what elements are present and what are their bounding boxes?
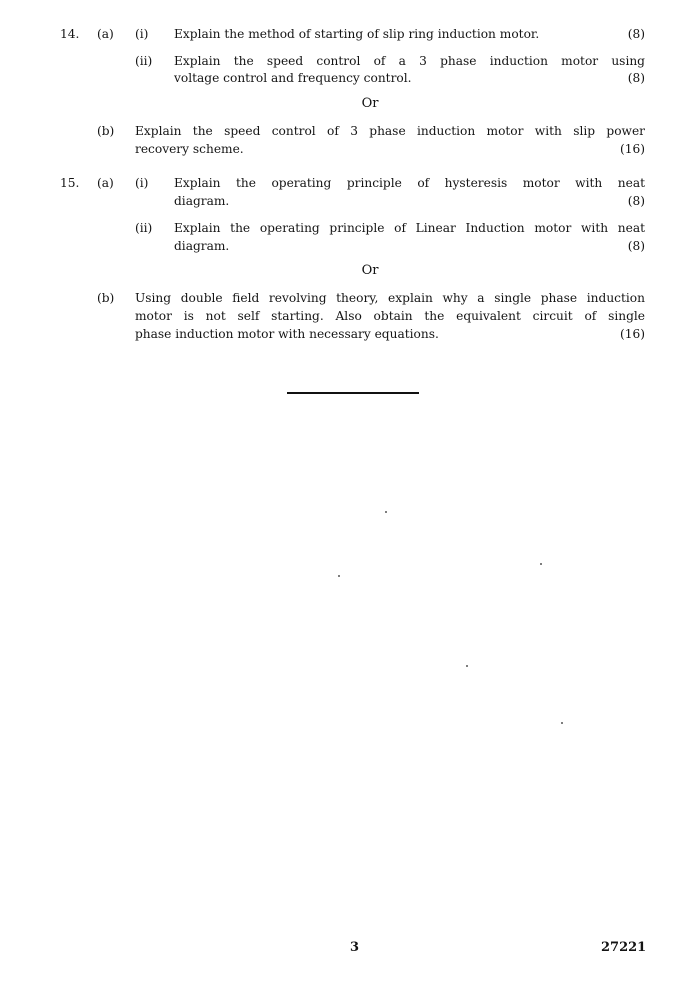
question-text: Explain the operating principle of Linear Induction motor with neat <box>174 221 645 235</box>
or-separator: Or <box>361 96 379 111</box>
paper-code: 27221 <box>601 940 647 955</box>
question-text: Explain the operating principle of hysteresis motor with neat <box>174 176 645 190</box>
question-text: Explain the speed control of a 3 phase induction motor using <box>174 54 645 68</box>
question-text: Explain the method of starting of slip ring induction motor. <box>174 27 540 41</box>
marks: (16) <box>619 142 645 156</box>
page-number: 3 <box>350 940 360 955</box>
marks: (8) <box>627 194 645 208</box>
subpart-label: (ii) <box>135 221 153 235</box>
marks: (8) <box>627 239 645 253</box>
marks: (8) <box>627 71 645 85</box>
question-text: Explain the speed control of 3 phase induction motor with slip power <box>135 124 645 138</box>
scan-speck <box>561 722 563 724</box>
scan-speck <box>540 563 542 565</box>
question-text: diagram. <box>174 194 230 208</box>
end-rule <box>287 392 419 394</box>
part-label: (a) <box>97 176 114 190</box>
question-text: motor is not self starting. Also obtain the equivalent circuit of single <box>135 309 645 323</box>
subpart-label: (i) <box>135 27 149 41</box>
question-number: 14. <box>60 27 80 41</box>
or-separator: Or <box>361 263 379 278</box>
question-text: diagram. <box>174 239 230 253</box>
subpart-label: (ii) <box>135 54 153 68</box>
question-text: Using double field revolving theory, explain why a single phase induction <box>135 291 645 305</box>
part-label: (a) <box>97 27 114 41</box>
question-number: 15. <box>60 176 80 190</box>
scan-speck <box>385 511 387 513</box>
question-text: voltage control and frequency control. <box>174 71 412 85</box>
part-label: (b) <box>97 291 115 305</box>
marks: (16) <box>619 327 645 341</box>
question-text: phase induction motor with necessary equations. <box>135 327 439 341</box>
question-text: recovery scheme. <box>135 142 244 156</box>
subpart-label: (i) <box>135 176 149 190</box>
scan-speck <box>338 575 340 577</box>
part-label: (b) <box>97 124 115 138</box>
scan-speck <box>466 665 468 667</box>
marks: (8) <box>627 27 645 41</box>
